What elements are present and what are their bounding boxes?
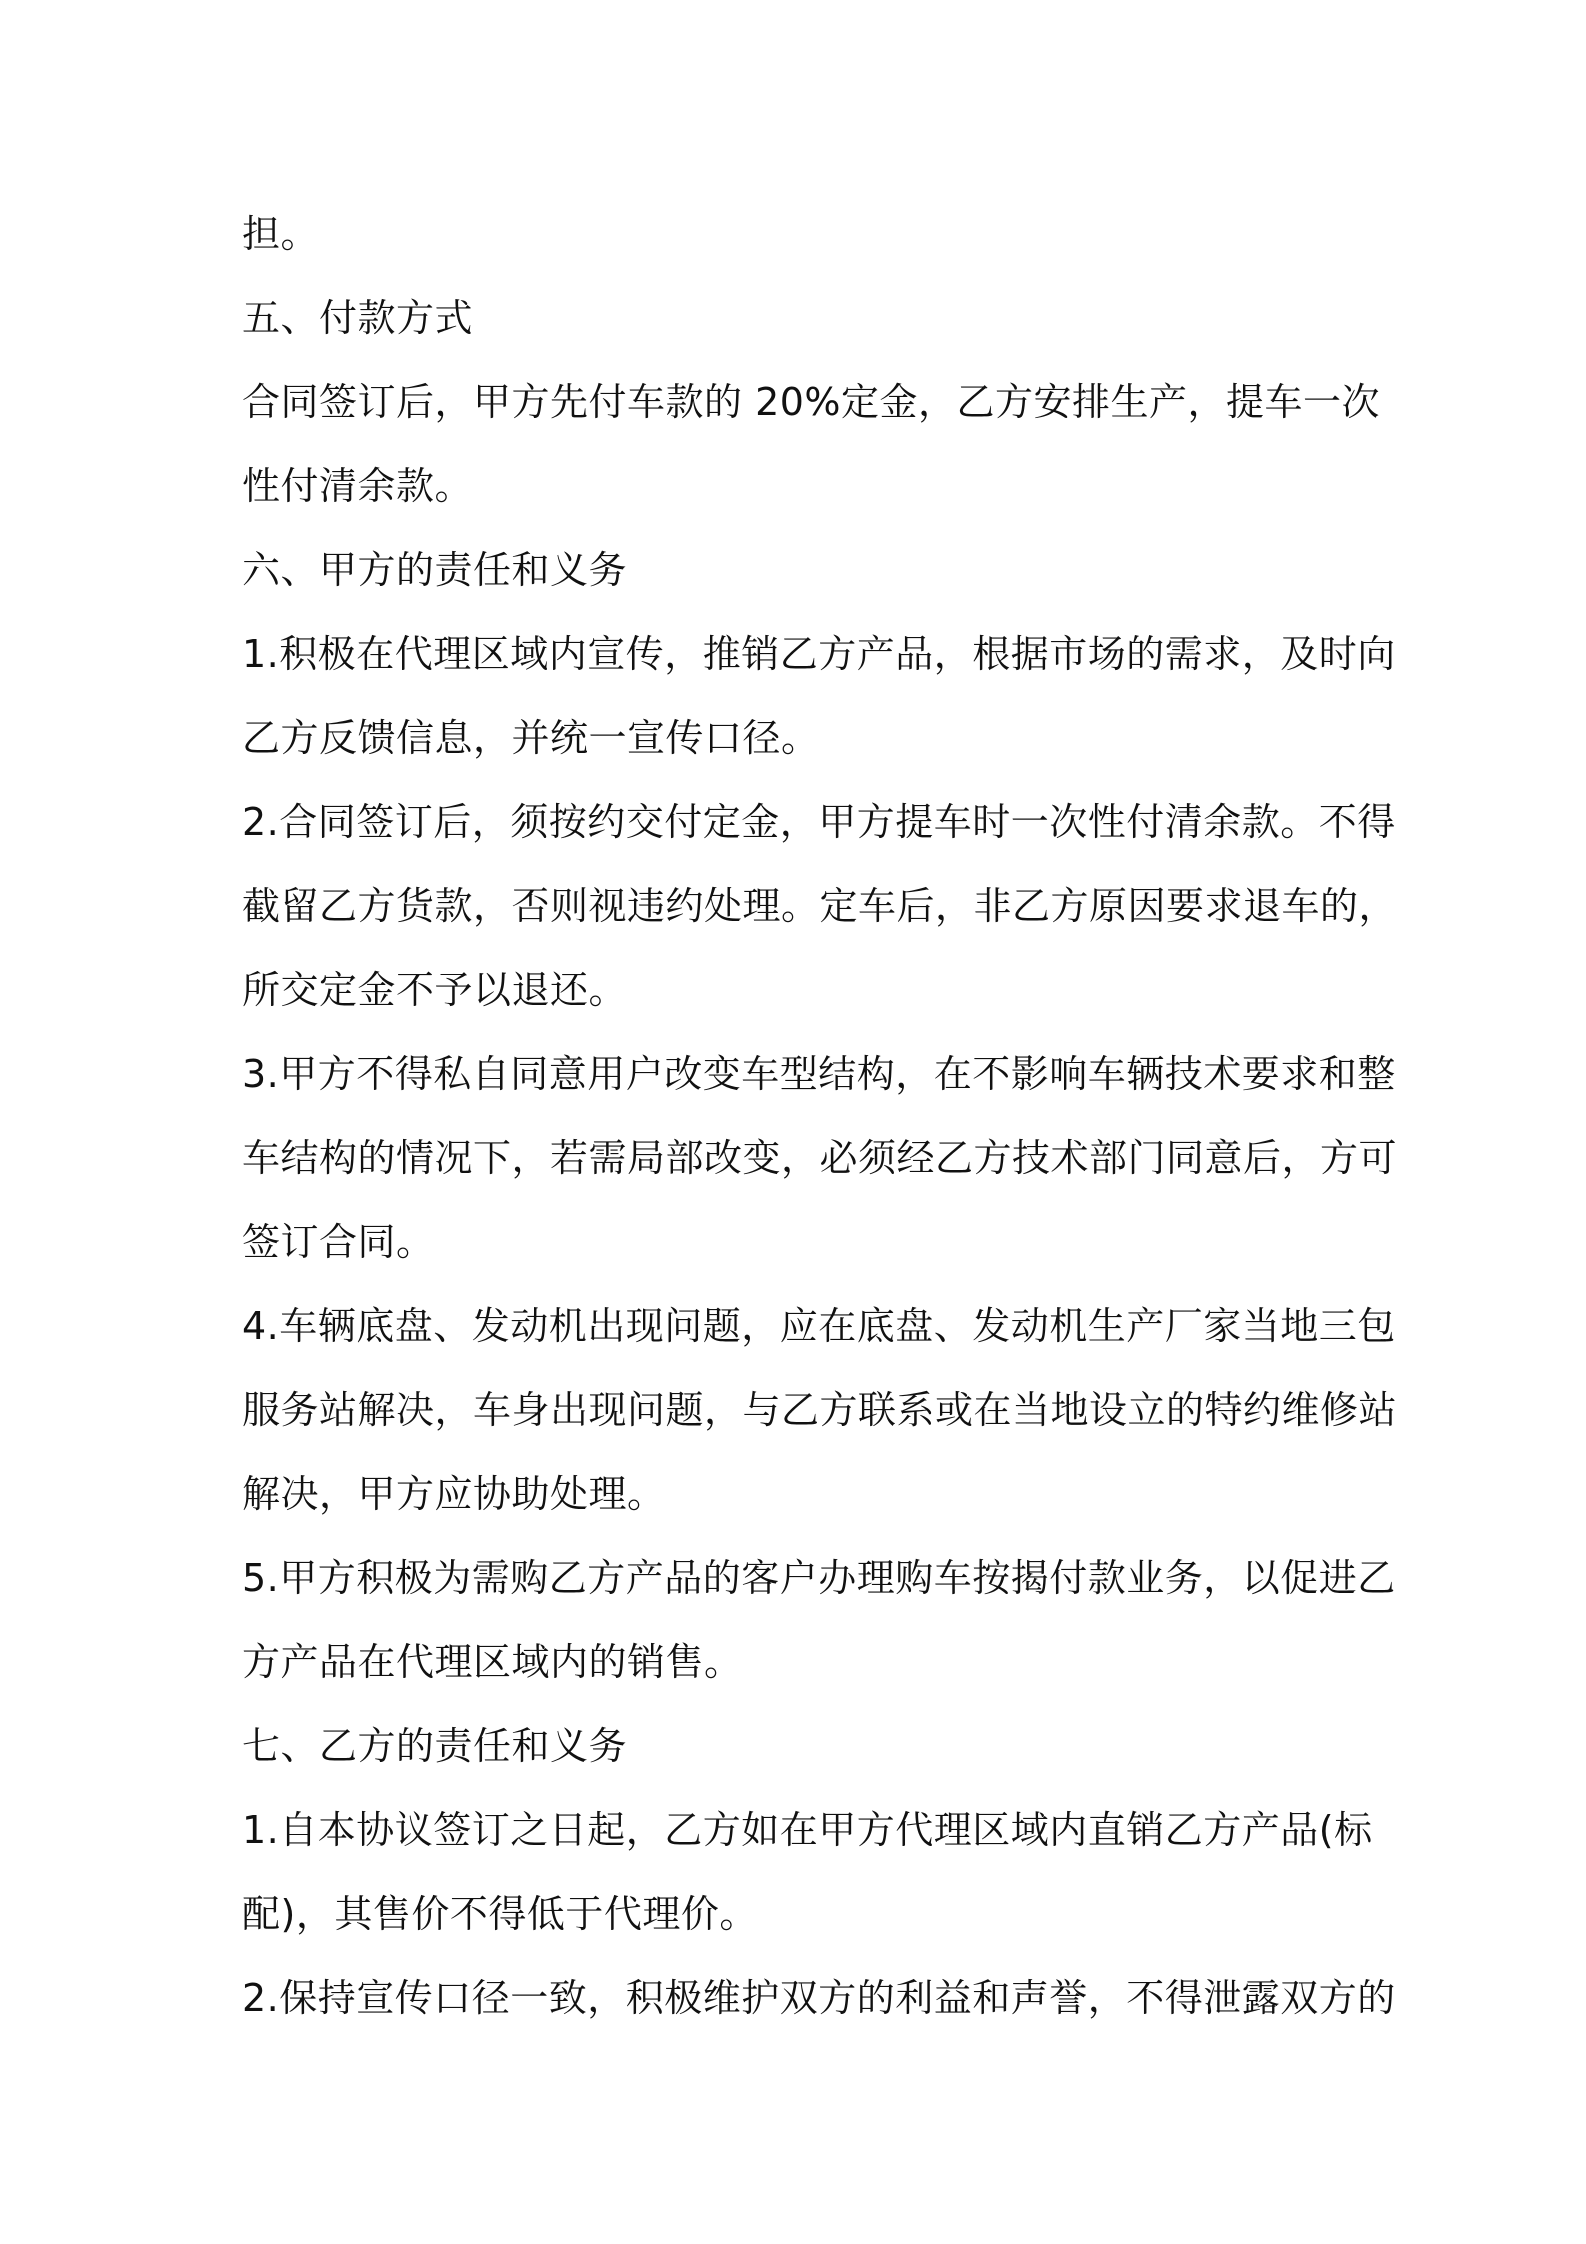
text-line: 车结构的情况下，若需局部改变，必须经乙方技术部门同意后，方可 (242, 1136, 1398, 1180)
text-line: 合同签订后，甲方先付车款的 20%定金，乙方安排生产，提车一次 (242, 380, 1381, 424)
text-line: 1.积极在代理区域内宣传，推销乙方产品，根据市场的需求，及时向 (242, 632, 1396, 676)
text-line: 2.合同签订后，须按约交付定金，甲方提车时一次性付清余款。不得 (242, 800, 1396, 844)
text-line: 方产品在代理区域内的销售。 (242, 1640, 743, 1684)
text-line: 服务站解决，车身出现问题，与乙方联系或在当地设立的特约维修站 (242, 1388, 1398, 1432)
text-line: 5.甲方积极为需购乙方产品的客户办理购车按揭付款业务，以促进乙 (242, 1556, 1396, 1600)
text-line: 担。 (242, 212, 320, 256)
section-heading-party-b: 七、乙方的责任和义务 (242, 1724, 628, 1768)
text-line: 配)，其售价不得低于代理价。 (242, 1892, 758, 1936)
text-line: 截留乙方货款，否则视违约处理。定车后，非乙方原因要求退车的， (242, 884, 1398, 928)
text-line: 乙方反馈信息，并统一宣传口径。 (242, 716, 820, 760)
section-heading-payment: 五、付款方式 (242, 296, 474, 340)
text-line: 3.甲方不得私自同意用户改变车型结构，在不影响车辆技术要求和整 (242, 1052, 1396, 1096)
text-line: 2.保持宣传口径一致，积极维护双方的利益和声誉，不得泄露双方的 (242, 1976, 1396, 2020)
document-body (242, 192, 1398, 2040)
text-line: 性付清余款。 (242, 464, 474, 508)
text-line: 解决，甲方应协助处理。 (242, 1472, 666, 1516)
text-line: 所交定金不予以退还。 (242, 968, 628, 1012)
text-line: 4.车辆底盘、发动机出现问题，应在底盘、发动机生产厂家当地三包 (242, 1304, 1396, 1348)
text-line: 1.自本协议签订之日起，乙方如在甲方代理区域内直销乙方产品(标 (242, 1808, 1373, 1852)
text-line: 签订合同。 (242, 1220, 435, 1264)
section-heading-party-a: 六、甲方的责任和义务 (242, 548, 628, 592)
